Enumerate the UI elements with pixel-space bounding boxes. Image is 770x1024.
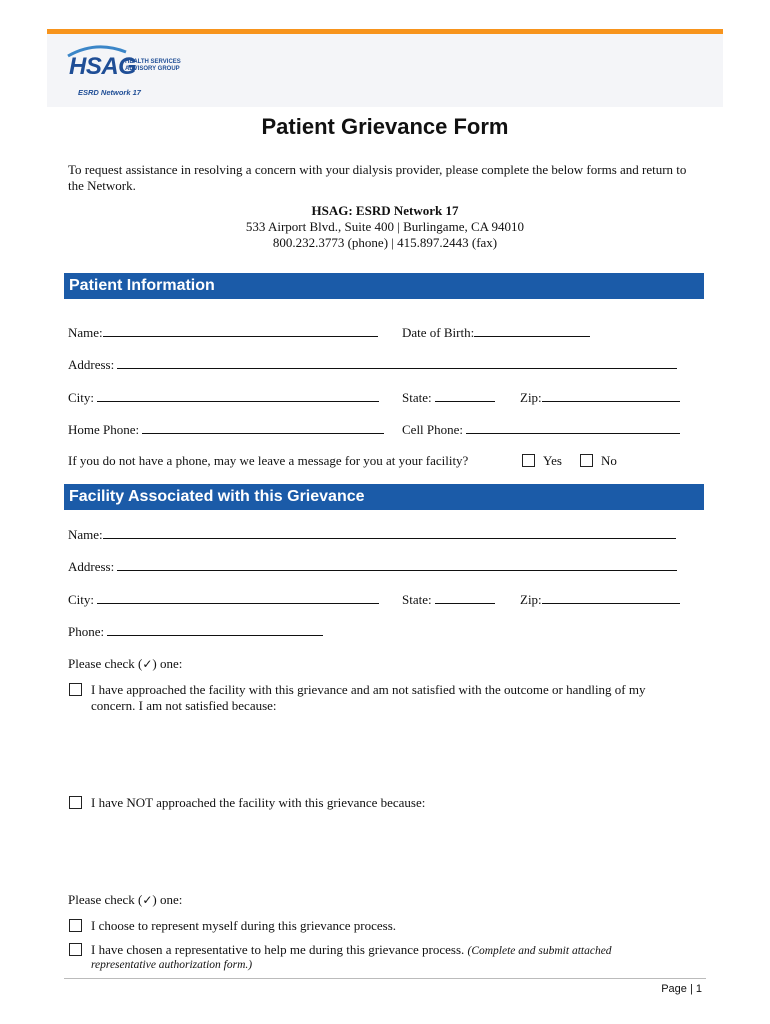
facility-zip-label: Zip: (520, 592, 542, 607)
message-no-label: No (601, 453, 617, 468)
representative-note: (Complete and submit attached (467, 945, 612, 957)
patient-info-header: Patient Information (64, 273, 704, 299)
represent-self-checkbox[interactable] (69, 919, 82, 932)
patient-city-label: City: (68, 390, 95, 405)
checkmark-icon: ✓ (142, 893, 153, 907)
facility-city-label: City: (68, 592, 95, 607)
check-prompt-2: Please check (✓) one: (68, 892, 183, 907)
patient-zip-field[interactable] (520, 389, 680, 406)
page-number: Page | 1 (661, 983, 702, 995)
contact-address: 533 Airport Blvd., Suite 400 | Burlingame, CA 94010 (245, 219, 525, 234)
facility-phone-field[interactable] (68, 623, 323, 640)
patient-name-label: Name: (68, 325, 103, 340)
patient-city-field[interactable] (68, 389, 379, 406)
message-yes-label: Yes (543, 453, 562, 468)
cell-phone-label: Cell Phone: (402, 422, 464, 437)
message-yes-checkbox[interactable] (522, 454, 535, 467)
facility-zip-field[interactable] (520, 591, 680, 608)
not-approached-label: I have NOT approached the facility with this grievance because: (91, 795, 426, 810)
footer-rule (64, 978, 706, 979)
not-approached-checkbox[interactable] (69, 796, 82, 809)
message-question: If you do not have a phone, may we leave a message for you at your facility? (68, 453, 469, 468)
represent-self-label: I choose to represent myself during this grievance process. (91, 918, 397, 933)
approached-label-line2: concern. I am not satisfied because: (91, 698, 277, 713)
patient-address-field[interactable] (68, 356, 677, 373)
facility-city-field[interactable] (68, 591, 379, 608)
patient-dob-label: Date of Birth: (402, 325, 475, 340)
facility-phone-label: Phone: (68, 624, 105, 639)
patient-name-field[interactable] (68, 324, 378, 341)
message-no-checkbox[interactable] (580, 454, 593, 467)
contact-phones: 800.232.3773 (phone) | 415.897.2443 (fax) (272, 235, 498, 250)
intro-text: To request assistance in resolving a concern with your dialysis provider, please complete the below forms and return to the Network. (68, 162, 687, 193)
hsag-logo: HSAG (69, 53, 137, 80)
representative-checkbox[interactable] (69, 943, 82, 956)
page-title: Patient Grievance Form (261, 114, 509, 139)
facility-address-field[interactable] (68, 558, 677, 575)
approached-checkbox[interactable] (69, 683, 82, 696)
facility-state-label: State: (402, 592, 432, 607)
representative-label: I have chosen a representative to help me during this grievance process. (Complete and submit attached (91, 942, 612, 957)
logo-subtitle: HEALTH SERVICES ADVISORY GROUP (125, 59, 181, 72)
patient-state-label: State: (402, 390, 432, 405)
checkmark-icon: ✓ (142, 657, 153, 671)
patient-dob-field[interactable] (402, 324, 590, 341)
home-phone-label: Home Phone: (68, 422, 140, 437)
patient-state-field[interactable] (402, 389, 495, 406)
facility-address-label: Address: (68, 559, 115, 574)
check-prompt-1: Please check (✓) one: (68, 656, 183, 671)
patient-address-label: Address: (68, 357, 115, 372)
logo-network: ESRD Network 17 (78, 88, 141, 97)
representative-note-line2: representative authorization form.) (91, 959, 253, 971)
patient-zip-label: Zip: (520, 390, 542, 405)
facility-header: Facility Associated with this Grievance (64, 484, 704, 510)
facility-state-field[interactable] (402, 591, 495, 608)
approached-label-line1: I have approached the facility with this grievance and am not satisfied with the outcome or handling of my (91, 682, 646, 697)
facility-name-label: Name: (68, 527, 103, 542)
contact-org: HSAG: ESRD Network 17 (311, 203, 459, 218)
patient-cell-phone-field[interactable] (402, 421, 680, 438)
facility-name-field[interactable] (68, 526, 676, 543)
patient-home-phone-field[interactable] (68, 421, 384, 438)
